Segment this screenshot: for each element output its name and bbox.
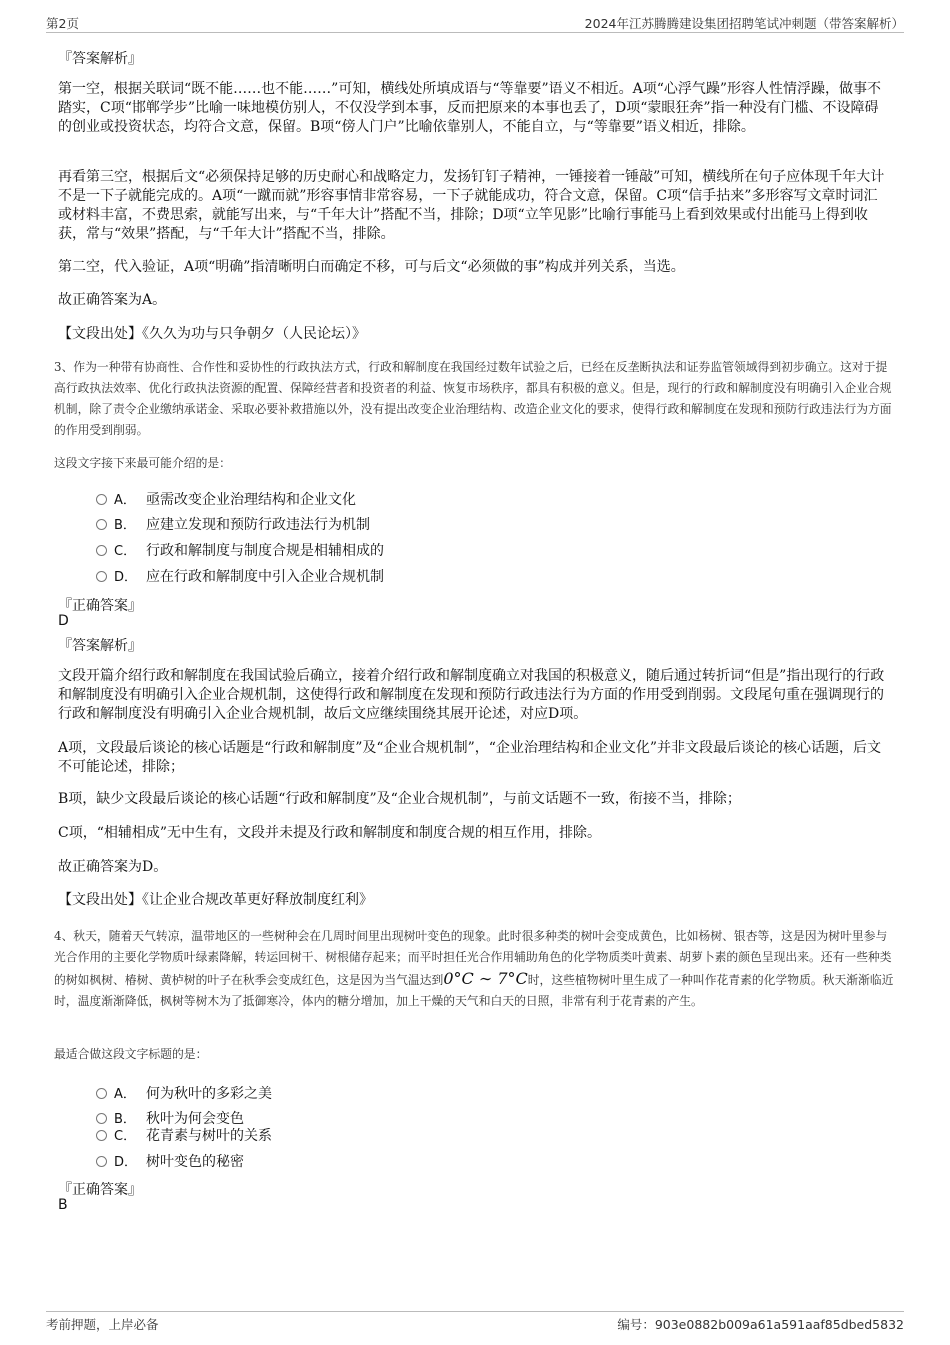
radio-button[interactable]	[96, 1130, 107, 1141]
document-title: 2024年江苏腾腾建设集团招聘笔试冲刺题（带答案解析）	[584, 16, 904, 31]
option-letter: C．	[114, 544, 137, 559]
q3-answer-line: 故正确答案为D。	[58, 859, 168, 875]
q2-analysis-p3: 第二空，代入验证，A项“明确”指清晰明白而确定不移，可与后文“必须做的事”构成并列关系，当选。	[58, 259, 685, 275]
q4-stem-part1: 4、秋天，随着天气转凉，温带地区的一些树种会在几周时间里出现树叶变色的现象。此时很多种类的树叶会变成黄色，比如杨树、银杏等，这是因为树叶里参与光合作用的主要化学物质叶绿素降解，转运回树干、树根储存起来；而平时担任光合作用辅助角色的化学物质类叶黄素、胡萝卜素的颜色呈现出来。还有一些种类的树如枫树、椿树、黄栌树的叶子在秋季会变成红色，这是因为当气温达到	[54, 929, 892, 987]
page-number: 第2页	[46, 16, 79, 31]
q4-stem	[54, 926, 894, 1012]
q4-prompt: 最适合做这段文字标题的是：	[54, 1047, 208, 1061]
option-text: 应建立发现和预防行政违法行为机制	[146, 517, 370, 533]
page-header	[46, 12, 904, 33]
option-letter: A．	[114, 1087, 136, 1102]
option-letter: D．	[114, 1155, 138, 1170]
option-text: 行政和解制度与制度合规是相辅相成的	[146, 543, 384, 559]
q2-analysis-label: 『答案解析』	[58, 51, 142, 67]
option-text: 秋叶为何会变色	[146, 1111, 244, 1127]
q3-source: 【文段出处】《让企业合规改革更好释放制度红利》	[58, 892, 373, 908]
option-text: 亟需改变企业治理结构和企业文化	[146, 492, 356, 508]
option-letter: A．	[114, 493, 136, 508]
option-letter: C．	[114, 1129, 137, 1144]
radio-button[interactable]	[96, 571, 107, 582]
option-text: 树叶变色的秘密	[146, 1154, 244, 1170]
temperature-range: 0°C ∼ 7°C	[443, 969, 528, 988]
radio-button[interactable]	[96, 1088, 107, 1099]
q2-answer-line: 故正确答案为A。	[58, 292, 167, 308]
q3-analysis-p1: 文段开篇介绍行政和解制度在我国试验后确立，接着介绍行政和解制度确立对我国的积极意义，随后通过转折词“但是”指出现行的行政和解制度没有明确引入企业合规机制，这使得行政和解制度在发现和预防行政违法行为方面的作用受到削弱。文段尾句重在强调现行的行政和解制度没有明确引入企业合规机制，故后文应继续围绕其展开论述，对应D项。	[58, 668, 885, 722]
radio-button[interactable]	[96, 1113, 107, 1124]
q3-analysis-p2: A项，文段最后谈论的核心话题是“行政和解制度”及“企业合规机制”，“企业治理结构和企业文化”并非文段最后谈论的核心话题，后文不可能论述，排除；	[58, 740, 882, 775]
option-letter: B．	[114, 518, 136, 533]
radio-button[interactable]	[96, 519, 107, 530]
radio-button[interactable]	[96, 545, 107, 556]
option-letter: D．	[114, 570, 138, 585]
radio-button[interactable]	[96, 494, 107, 505]
option-letter: B．	[114, 1112, 136, 1127]
option-text: 花青素与树叶的关系	[146, 1128, 272, 1144]
q4-correct-label: 『正确答案』	[58, 1182, 142, 1198]
option-text: 应在行政和解制度中引入企业合规机制	[146, 569, 384, 585]
option-text: 何为秋叶的多彩之美	[146, 1086, 272, 1102]
q3-analysis-p4: C项，“相辅相成”无中生有，文段并未提及行政和解制度和制度合规的相互作用，排除。	[58, 825, 602, 841]
q2-source: 【文段出处】《久久为功与只争朝夕（人民论坛）》	[58, 326, 366, 342]
page-footer	[46, 1311, 904, 1336]
q2-analysis-p1: 第一空，根据关联词“既不能……也不能……”可知，横线处所填成语与“等靠要”语义不相近。A项“心浮气躁”形容人性情浮躁，做事不踏实，C项“邯郸学步”比喻一味地模仿别人，不仅没学到本事，反而把原来的本事也丢了，D项“蒙眼狂奔”指一种没有门槛、不设障碍的创业或投资状态，均符合文意，保留。B项“傍人门户”比喻依靠别人，不能自立，与“等靠要”语义相近，排除。	[58, 81, 882, 135]
q3-analysis-p3: B项，缺少文段最后谈论的核心话题“行政和解制度”及“企业合规机制”，与前文话题不一致，衔接不当，排除；	[58, 791, 741, 807]
q4-stem-part2: 时，这些植物树叶里生成了一种叫作花青素的化学物质。秋天渐渐临近时，温度渐渐降低，枫树等树木为了抵御寒冷，体内的糖分增加，加上干燥的天气和白天的日照，非常有利于花青素的产生。	[54, 973, 894, 1008]
q4-correct-answer: B	[58, 1197, 68, 1213]
q2-analysis-p2: 再看第三空，根据后文“必须保持足够的历史耐心和战略定力，发扬钉钉子精神，一锤接着一锤敲”可知，横线所在句子应体现千年大计不是一下子就能完成的。A项“一蹴而就”形容事情非常容易，一下子就能成功，符合文意，保留。C项“信手拈来”多形容写文章时词汇或材料丰富，不费思索，就能写出来，与“千年大计”搭配不当，排除；D项“立竿见影”比喻行事能马上看到效果或付出能马上得到收获，常与“效果”搭配，与“千年大计”搭配不当，排除。	[58, 169, 885, 242]
q3-correct-answer: D	[58, 613, 69, 629]
q3-analysis-label: 『答案解析』	[58, 638, 142, 654]
q3-correct-label: 『正确答案』	[58, 598, 142, 614]
radio-button[interactable]	[96, 1156, 107, 1167]
q3-prompt: 这段文字接下来最可能介绍的是：	[54, 456, 231, 470]
q3-stem: 3、作为一种带有协商性、合作性和妥协性的行政执法方式，行政和解制度在我国经过数年试验之后，已经在反垄断执法和证券监管领域得到初步确立。这对于提高行政执法效率、优化行政执法资源的配置、保障经营者和投资者的利益、恢复市场秩序，都具有积极的意义。但是，现行的行政和解制度没有明确引入企业合规机制，除了责令企业缴纳承诺金、采取必要补救措施以外，没有提出改变企业治理结构、改造企业文化的要求，使得行政和解制度在发现和预防行政违法行为方面的作用受到削弱。	[54, 360, 892, 437]
document-id: 编号：903e0882b009a61a591aaf85dbed5832	[617, 1317, 904, 1332]
footer-slogan: 考前押题，上岸必备	[46, 1317, 159, 1332]
